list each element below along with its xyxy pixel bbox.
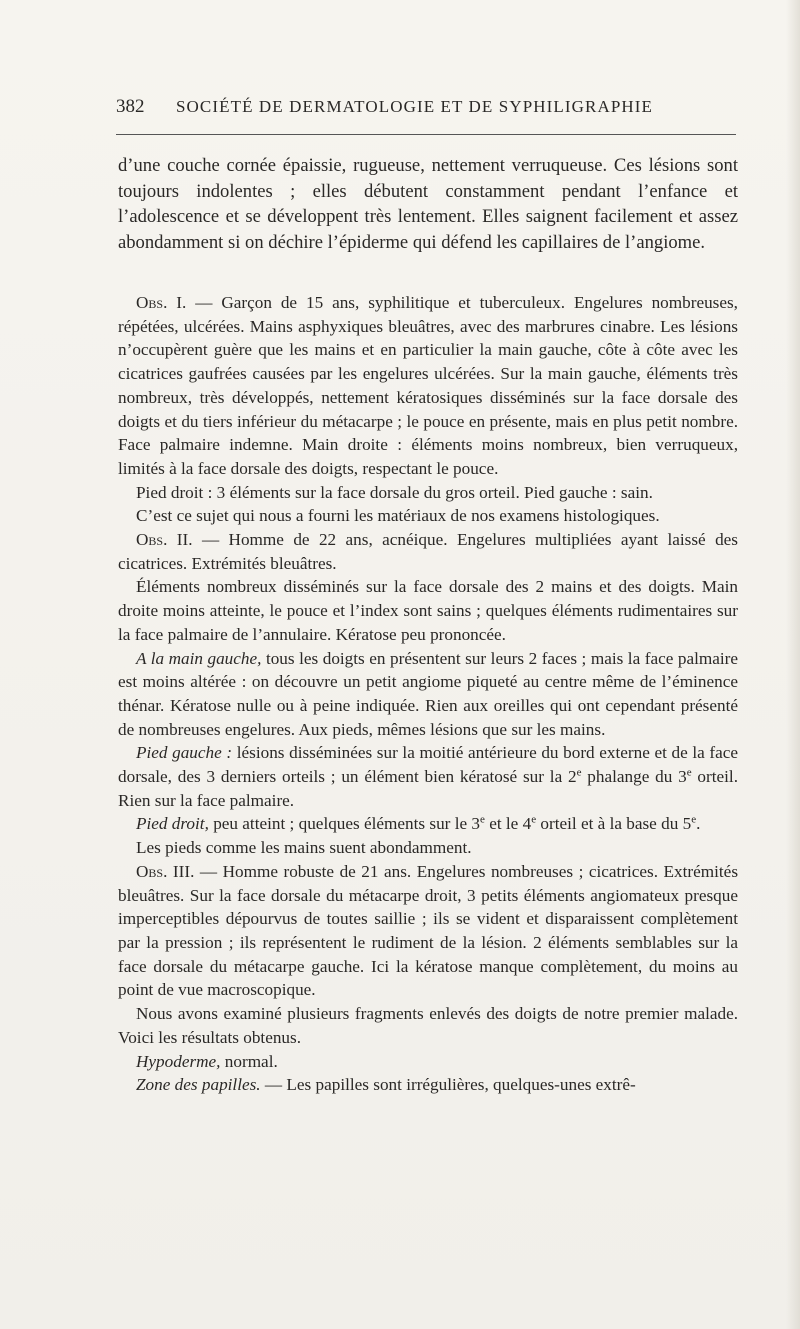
obs3-paragraph-4 bbox=[118, 1073, 738, 1097]
obs3-p4-italic: Zone des papilles. bbox=[136, 1075, 261, 1095]
obs2-label: Obs. II. bbox=[136, 530, 193, 550]
obs1-paragraph-2: Pied droit : 3 éléments sur la face dorsale du gros orteil. Pied gauche : sain. bbox=[136, 482, 653, 502]
intro-paragraph bbox=[118, 153, 738, 255]
superscript: e bbox=[686, 766, 692, 779]
obs2-paragraph-3 bbox=[118, 647, 738, 742]
obs2-p4-italic: Pied gauche : bbox=[136, 743, 233, 763]
obs3-p4-text: — Les papilles sont irrégulières, quelques-unes extrê- bbox=[260, 1075, 636, 1095]
obs2-text: — Homme de 22 ans, acnéique. Engelures multipliées ayant laissé des cicatrices. Extrémités bleuâtres. bbox=[118, 530, 738, 573]
obs2-p5-text-c: orteil et à la base du 5 bbox=[536, 814, 692, 834]
header-rule bbox=[116, 134, 736, 135]
obs3-paragraph-2: Nous avons examiné plusieurs fragments enlevés des doigts de notre premier malade. Voici les résultats obtenus. bbox=[118, 1004, 738, 1047]
superscript: e bbox=[480, 813, 485, 826]
obs2-p4-text-c: orteil. Rien sur la face palmaire. bbox=[118, 767, 738, 810]
obs1-label: Obs. I. bbox=[136, 293, 187, 312]
obs3-label: Obs. III. bbox=[136, 861, 195, 881]
running-title: SOCIÉTÉ DE DERMATOLOGIE ET DE SYPHILIGRAPHIE bbox=[176, 97, 654, 116]
obs2-p5-text-d: . bbox=[696, 814, 701, 834]
obs1-paragraph bbox=[118, 291, 738, 481]
obs2-p5-italic: Pied droit, bbox=[136, 814, 209, 834]
obs2-paragraph-5 bbox=[118, 812, 738, 836]
obs2-paragraph-4 bbox=[118, 741, 738, 812]
obs2-p3-italic: A la main gauche, bbox=[136, 648, 262, 668]
page-number: 382 bbox=[116, 96, 145, 117]
obs2-p4-text-a: lésions disséminées sur la moitié antérieure du bord externe et de la face dorsale, des 3 derniers orteils ; un élément bien kératosé sur la 2 bbox=[118, 743, 738, 787]
obs3-p3-text: normal. bbox=[220, 1051, 278, 1071]
obs1-paragraph-3: C’est ce sujet qui nous a fourni les matériaux de nos examens histologiques. bbox=[136, 506, 660, 526]
obs2-p5-text-a: peu atteint ; quelques éléments sur le 3 bbox=[208, 814, 480, 834]
obs2-p5-text-b: et le 4 bbox=[484, 814, 532, 834]
obs2-p4-text-b: phalange du 3 bbox=[581, 767, 687, 787]
obs3-paragraph bbox=[118, 860, 738, 1002]
obs3-paragraph-3 bbox=[118, 1050, 738, 1074]
superscript: e bbox=[576, 766, 582, 779]
obs3-p3-italic: Hypoderme, bbox=[136, 1051, 221, 1071]
running-header bbox=[116, 96, 736, 118]
obs1-text: — Garçon de 15 ans, syphilitique et tuberculeux. Engelures nombreuses, répétées, ulcérées. Mains asphyxiques bleuâtres, avec des marbrures cinabre. Les lésions n’occupèrent guère que les mains et en particulier la main gauche, côte à côte avec les cicatrices gaufrées causées par les engelures ulcérées. Sur la main gauche, éléments très nombreux, très développés, nettement kératosiques disséminés sur la face dorsale des doigts et du tiers inférieur du métacarpe ; le pouce en présente, mais en plus petit nombre. Face palmaire indemne. Main droite : éléments moins nombreux, bien verruqueux, limités à la face dorsale des doigts, respectant le pouce. bbox=[118, 293, 738, 478]
obs3-text: — Homme robuste de 21 ans. Engelures nombreuses ; cicatrices. Extrémités bleuâtres. Sur la face dorsale du métacarpe droit, 3 petits éléments angiomateux presque imperceptibles dépourvus de toutes saillie ; ils se vident et disparaissent complètement par la pression ; ils représentent le rudiment de la lésion. 2 éléments semblables sur la face dorsale du métacarpe gauche. Ici la kératose manque complètement, du moins au point de vue macroscopique. bbox=[118, 861, 739, 1000]
superscript: e bbox=[691, 813, 697, 826]
page-edge-shadow bbox=[786, 0, 800, 1329]
intro-text: d’une couche cornée épaissie, rugueuse, nettement verruqueuse. Ces lésions sont toujours indolentes ; elles débutent constamment pendant l’enfance et l’adolescence et se développent très lentement. Elles saignent facilement et assez abondamment si on déchire l’épiderme qui défend les capillaires de l’angiome. bbox=[118, 155, 738, 253]
obs2-paragraph-6: Les pieds comme les mains suent abondamment. bbox=[136, 838, 472, 858]
superscript: e bbox=[531, 813, 537, 826]
obs2-p3-text: tous les doigts en présentent sur leurs 2 faces ; mais la face palmaire est moins altérée : on découvre un petit angiome piqueté au centre même de l’éminence thénar. Kératose nulle ou à peine indiquée. Rien aux oreilles qui ont cependant présenté de nombreuses engelures. Aux pieds, mêmes lésions que sur les mains. bbox=[118, 648, 738, 739]
obs2-paragraph bbox=[118, 528, 738, 575]
observations bbox=[118, 291, 738, 1097]
obs2-paragraph-2: Éléments nombreux disséminés sur la face dorsale des 2 mains et des doigts. Main droite moins atteinte, le pouce et l’index sont sains ; quelques éléments rudimentaires sur la face palmaire de l’annulaire. Kératose peu prononcée. bbox=[118, 577, 738, 644]
